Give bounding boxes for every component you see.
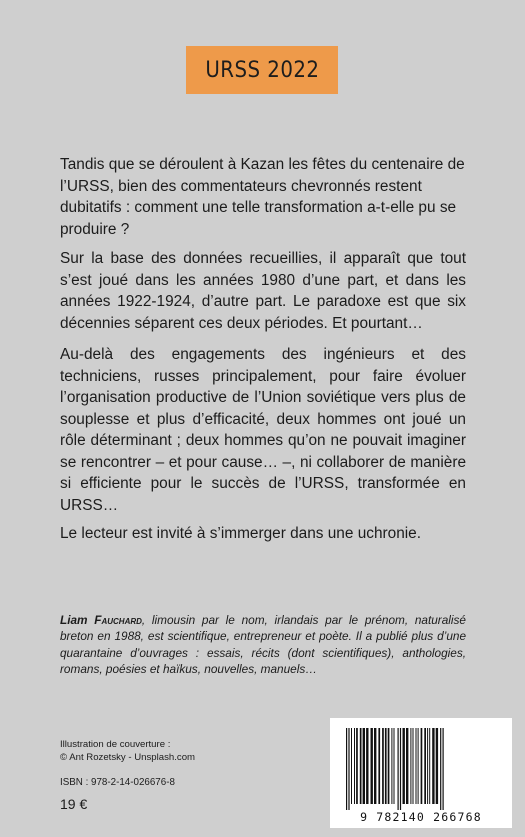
barcode-bar [406, 728, 408, 804]
barcode-bar [398, 728, 399, 810]
paragraph-3: Au-delà des engagements des ingénieurs et des techniciens, russes principalement, pour faire évoluer l’organisation productive de l’Union soviétique vers plus de souplesse et plus d’efficacité, deux hommes ont joué un rôle déterminant ; deux hommes qu’on ne pouvait imaginer se rencontrer – et pour cause… –, ni collaborer de manière si efficiente pour le succès de l’URSS, transformée en URSS… [60, 346, 466, 514]
credit-source: © Ant Rozetsky - Unsplash.com [60, 751, 196, 763]
cover-credits [60, 739, 195, 764]
barcode-bar [391, 728, 392, 804]
barcode-bar [418, 728, 419, 804]
barcode-bar [424, 728, 426, 804]
barcode-bar [354, 728, 355, 804]
price: 19 € [60, 796, 88, 812]
barcode-bar [443, 728, 444, 810]
credit-label: Illustration de couverture : [60, 739, 171, 750]
barcode-panel [330, 718, 512, 828]
barcode-bar [421, 728, 423, 804]
barcode-bar [351, 728, 352, 804]
author-bio [60, 612, 466, 678]
barcode-bar [413, 728, 414, 804]
barcode-bar [440, 728, 441, 810]
barcode-image [342, 728, 500, 810]
barcode-bar [356, 728, 358, 804]
barcode-bar [403, 728, 405, 804]
barcode-bar [366, 728, 368, 804]
barcode-bar [371, 728, 373, 804]
author-bio-text: , limousin par le nom, irlandais par le prénom, naturalisé breton en 1988, est scientifique, entrepreneur et poète. Il a publié plus d’une quarantaine d’ouvrages : essais, récits (dont scientifiques), anthologies, romans, poésies et haïkus, nouvelles, manuels… [60, 613, 466, 677]
author-first-name: Liam [60, 613, 88, 627]
title-banner [186, 46, 338, 94]
barcode-bar [416, 728, 417, 804]
barcode-bar [382, 728, 384, 804]
barcode-bar [432, 728, 434, 804]
barcode-bar [360, 728, 362, 804]
barcode-bar [378, 728, 380, 804]
paragraph-4: Le lecteur est invité à s’immerger dans une uchronie. [60, 525, 422, 542]
author-last-name: Fauchard [94, 613, 142, 627]
barcode-bar [348, 728, 349, 810]
barcode-bar [388, 728, 390, 804]
barcode-number: 9 782140 266768 [360, 810, 482, 824]
barcode-bar [429, 728, 430, 804]
barcode-bar [436, 728, 438, 804]
barcode-bar [410, 728, 411, 804]
isbn: ISBN : 978-2-14-026676-8 [60, 777, 175, 788]
barcode-bar [400, 728, 401, 810]
barcode-bar [346, 728, 347, 810]
barcode-bar [385, 728, 387, 804]
paragraph-2: Sur la base des données recueillies, il apparaît que tout s’est joué dans les années 1980 d’une part, et dans les années 1922-1924, d’autre part. Le paradoxe est que six décennies séparent ces deux périodes. Et pourtant… [60, 250, 466, 332]
book-title: URSS 2022 [204, 57, 320, 83]
paragraph-1: Tandis que se déroulent à Kazan les fêtes du centenaire de l’URSS, bien des commentateurs chevronnés restent dubitatifs : comment une telle transformation a-t-elle pu se produire ? [60, 156, 465, 238]
barcode-bar [427, 728, 428, 804]
barcode-bar [363, 728, 365, 804]
barcode-bar [374, 728, 376, 804]
barcode-bar [394, 728, 395, 804]
